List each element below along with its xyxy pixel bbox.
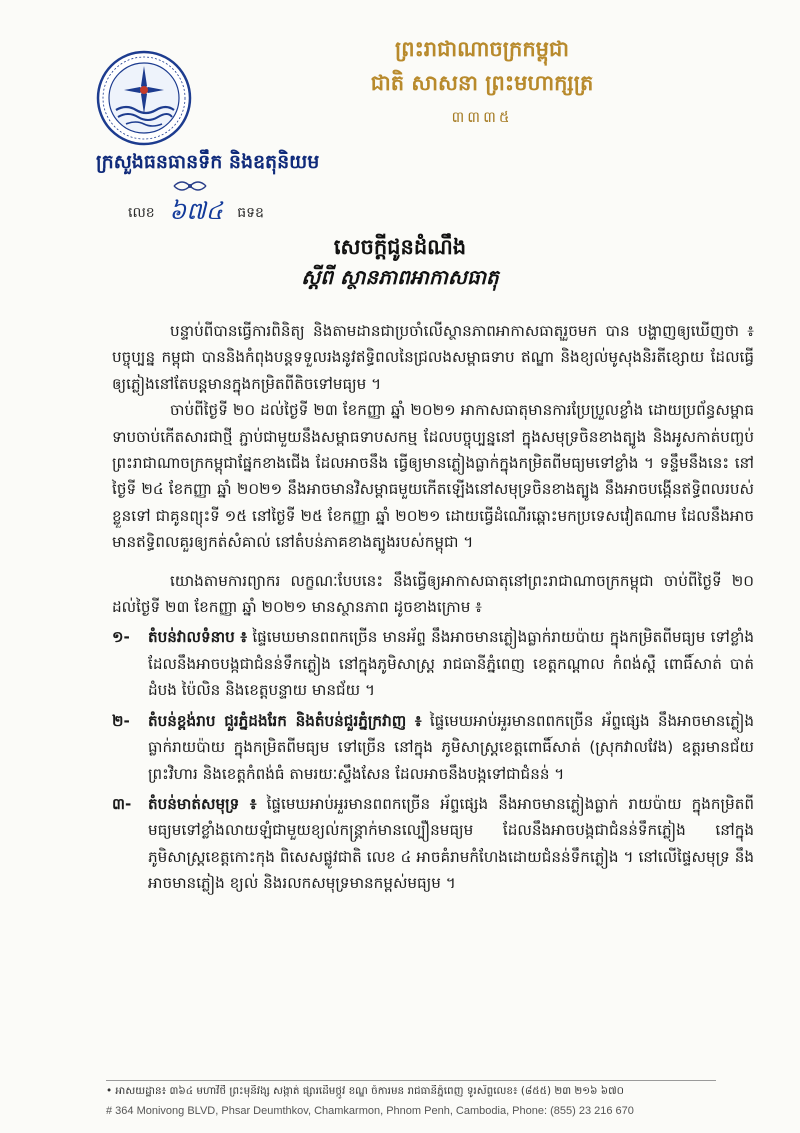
- item-heading: តំបន់វាលទំនាប ៖: [148, 628, 248, 647]
- item-number: ១-: [112, 628, 130, 647]
- item-text: ផ្ទៃមេឃអាប់អួរមានពពកច្រើន អ័ព្ទផ្សេង នឹងអាចមានភ្លៀងធ្លាក់រាយប៉ាយ ក្នុងកម្រិតពីមធ្យម ទៅច្រើន នៅក្នុង ភូមិសាស្ត្រខេត្តពោធិ៍សាត់ (ស្រុកវាលវែង) ឧត្តរមានជ័យ ព្រះវិហារ និងខេត្តកំពង់ធំ តាមរយៈស្ទឹងសែន ដែលអាចនឹងបង្កទៅជាជំនន់ ។: [148, 711, 755, 783]
- footer-khmer-address: • អាសយដ្ឋាន៖ ៣៦៤ មហាវិថី ព្រះមុនីវង្ស សង្កាត់ ផ្សារដើមថ្កូវ ខណ្ឌ ចំការមន រាជធានីភ្នំពេញ ទូរស័ព្ទលេខ៖ (៨៥៥) ២៣ ២១៦ ៦៧០: [106, 1085, 625, 1097]
- ministry-name: ក្រសួងធនធានទឹក និងឧតុនិយម: [96, 151, 320, 173]
- item-heading: តំបន់មាត់សមុទ្រ ៖: [148, 794, 257, 813]
- notice-title: សេចក្តីជូនដំណឹង: [333, 234, 467, 259]
- list-item: [112, 708, 754, 787]
- list-item: [112, 791, 754, 897]
- doc-suffix: ធទឧ: [237, 205, 264, 221]
- list-item: [112, 624, 754, 703]
- item-number: ៣-: [112, 794, 132, 813]
- doc-number-value: ៦៧៤: [169, 197, 223, 225]
- ornament-divider-icon: [170, 176, 210, 196]
- item-number: ២-: [112, 711, 130, 730]
- item-text: ផ្ទៃមេឃមានពពកច្រើន មានអ័ព្ទ នឹងអាចមានភ្លៀងធ្លាក់រាយប៉ាយ ក្នុងកម្រិតពីមធ្យម ទៅខ្លាំង ដែលនឹងអាចបង្កជាជំនន់ទឹកភ្លៀង នៅក្នុងភូមិសាស្ត្រ រាជធានីភ្នំពេញ ខេត្តកណ្តាល កំពង់ស្ពឺ ពោធិ៍សាត់ បាត់ដំបង ប៉ៃលិន និងខេត្តបន្ទាយ មានជ័យ ។: [148, 628, 754, 700]
- kingdom-symbol: ៣៣៣៥: [451, 108, 513, 126]
- paragraph-3: យោងតាមការព្យាករ លក្ខណៈបែបនេះ នឹងធ្វើឲ្យអាកាសធាតុនៅព្រះរាជាណាចក្រកម្ពុជា ចាប់ពីថ្ងៃទី ២០ ដល់ថ្ងៃទី ២៣ ខែកញ្ញា ឆ្នាំ ២០២១ មានស្ថានភាព ដូចខាងក្រោម ៖: [112, 571, 754, 617]
- kingdom-line1: ព្រះរាជាណាចក្រកម្ពុជា: [394, 36, 569, 61]
- ministry-seal-icon: [96, 50, 192, 146]
- notice-body: [112, 318, 754, 897]
- footer-divider: [106, 1080, 716, 1081]
- paragraph-1: បន្ទាប់ពីបានធ្វើការពិនិត្យ និងតាមដានជាប្រចាំលើស្ថានភាពអាកាសធាតុរួចមក បាន បង្ហាញឲ្យឃើញថា ៖ បច្ចុប្បន្ន កម្ពុជា បាននិងកំពុងបន្តទទួលរងនូវឥទ្ធិពលនៃជ្រលងសម្ពាធទាប ឥណ្ឌា និងខ្យល់មូសុងនិរតីខ្សោយ ដែលធ្វើឲ្យភ្លៀងនៅតែបន្តមានក្នុងកម្រិតពីតិចទៅមធ្យម ។: [112, 322, 754, 393]
- paragraph-2: ចាប់ពីថ្ងៃទី ២០ ដល់ថ្ងៃទី ២៣ ខែកញ្ញា ឆ្នាំ ២០២១ អាកាសធាតុមានការប្រែប្រួលខ្លាំង ដោយប្រព័ន្ធសម្ពាធទាបចាប់កើតសារជាថ្មី ភ្ជាប់ជាមួយនឹងសម្ពាធទាបសកម្ម ដែលបច្ចុប្បន្ននៅ ក្នុងសមុទ្រចិនខាងត្បូង និងអូសកាត់បញ្ចប់ព្រះរាជាណាចក្រកម្ពុជាផ្នែកខាងជើង ដែលអាចនឹង ធ្វើឲ្យមានភ្លៀងធ្លាក់ក្នុងកម្រិតពីមធ្យមទៅខ្លាំង ។ ទន្ទឹមនឹងនេះ នៅថ្ងៃទី ២៤ ខែកញ្ញា ឆ្នាំ ២០២១ នឹងអាចមានវិសម្ពាធមួយកើតឡើងនៅសមុទ្រចិនខាងត្បូង នឹងអាចបង្កើនឥទ្ធិពលរបស់ខ្លួនទៅ ជាគូនព្យុះទី ១៥ នៅថ្ងៃទី ២៥ ខែកញ្ញា ឆ្នាំ ២០២១ ដោយធ្វើដំណើរឆ្ពោះមកប្រទេសវៀតណាម ដែលនឹងអាចមានឥទ្ធិពលគួរឲ្យកត់សំគាល់ នៅតំបន់ភាគខាងត្បូងរបស់កម្ពុជា ។: [112, 401, 754, 552]
- footer-english-address: # 364 Monivong BLVD, Phsar Deumthkov, Chamkarmon, Phnom Penh, Cambodia, Phone: (855) 23 216 670: [106, 1105, 634, 1117]
- item-heading: តំបន់ខ្ពង់រាប ជួរភ្នំដងរែក និងតំបន់ជួរភ្នំក្រវាញ ៖: [148, 711, 422, 730]
- kingdom-motto: [272, 32, 692, 134]
- doc-prefix: លេខ: [128, 205, 155, 221]
- kingdom-line2: ជាតិ សាសនា ព្រះមហាក្សត្រ: [370, 70, 594, 95]
- item-text: ផ្ទៃមេឃអាប់អួរមានពពកច្រើន អ័ព្ទផ្សេង នឹងអាចមានភ្លៀងធ្លាក់ រាយប៉ាយ ក្នុងកម្រិតពីមធ្យមទៅខ្លាំងលាយឡំជាមួយខ្យល់កន្ត្រាក់មានល្បឿនមធ្យម ដែលនឹងអាចបង្កជាជំនន់ទឹកភ្លៀង នៅក្នុងភូមិសាស្ត្រខេត្តកោះកុង ពិសេសផ្លូវជាតិ លេខ ៤ អាចគំរាមកំហែងដោយជំនន់ទឹកភ្លៀង ។ នៅលើផ្ទៃសមុទ្រ នឹងអាចមានភ្លៀង ខ្យល់ និងរលកសមុទ្រមានកម្ពស់មធ្យម ។: [148, 794, 754, 893]
- notice-subtitle: ស្តីពី ស្ថានភាពអាកាសធាតុ: [301, 265, 499, 289]
- document-number: [128, 194, 264, 229]
